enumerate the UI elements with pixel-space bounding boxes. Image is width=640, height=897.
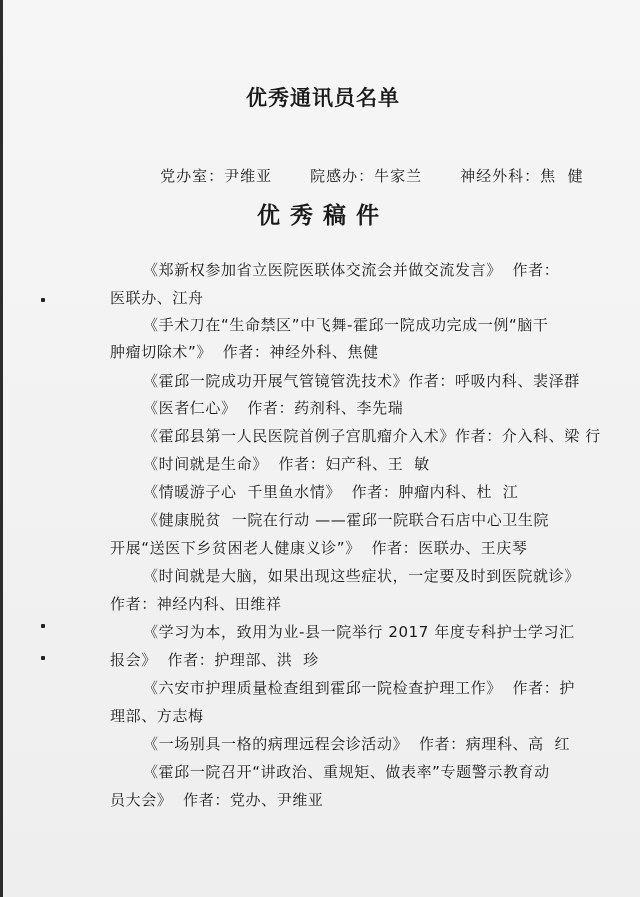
article-line: 《健康脱贫 一院在行动 ——霍邱一院联合石店中心卫生院 [143, 511, 550, 529]
article-line: 员大会》 作者：党办、尹维亚 [110, 791, 324, 809]
article-line: 《时间就是生命》 作者：妇产科、王 敏 [143, 455, 430, 473]
article-line: 理部、方志梅 [110, 707, 204, 725]
binding-hole-mark [41, 298, 45, 302]
binding-hole-mark [41, 624, 45, 628]
article-line: 《霍邱县第一人民医院首例子宫肌瘤介入术》作者：介入科、梁 行 [143, 427, 601, 445]
article-line: 报会》 作者：护理部、洪 珍 [110, 651, 319, 669]
article-line: 医联办、江舟 [110, 289, 204, 307]
staff-item: 神经外科：焦 健 [460, 167, 584, 185]
article-line: 开展“送医下乡贫困老人健康义诊”》 作者：医联办、王庆琴 [110, 539, 528, 557]
article-line: 《情暖游子心 千里鱼水情》 作者：肿瘤内科、杜 江 [143, 483, 519, 501]
staff-item: 院感办：牛家兰 [310, 167, 423, 185]
article-line: 《六安市护理质量检查组到霍邱一院检查护理工作》 作者：护 [143, 679, 575, 697]
article-line: 《霍邱一院成功开展气管镜管洗技术》作者：呼吸内科、裴泽群 [143, 372, 580, 390]
article-line: 《手术刀在“生命禁区”中飞舞-霍邱一院成功完成一例“脑干 [143, 316, 549, 334]
article-line: 《霍邱一院召开“讲政治、重规矩、做表率”专题警示教育动 [143, 763, 550, 781]
article-line: 《时间就是大脑，如果出现这些症状，一定要及时到医院就诊》 [143, 567, 580, 585]
binding-hole-mark [41, 656, 45, 660]
article-line: 作者：神经内科、田维祥 [110, 595, 282, 613]
section-title: 优秀稿件 [257, 203, 389, 229]
article-line: 《郑新权参加省立医院医联体交流会并做交流发言》 作者： [143, 261, 560, 279]
page-title: 优秀通讯员名单 [246, 86, 400, 110]
article-line: 《学习为本，致用为业-县一院举行 2017 年度专科护士学习汇 [143, 623, 575, 641]
article-line: 肿瘤切除术”》 作者：神经外科、焦健 [110, 343, 379, 361]
staff-item: 党办室：尹维亚 [160, 167, 273, 185]
article-line: 《医者仁心》 作者：药剂科、李先瑞 [143, 399, 404, 417]
article-line: 《一场别具一格的病理远程会诊活动》 作者：病理科、高 红 [143, 735, 571, 753]
staff-list [137, 147, 622, 204]
